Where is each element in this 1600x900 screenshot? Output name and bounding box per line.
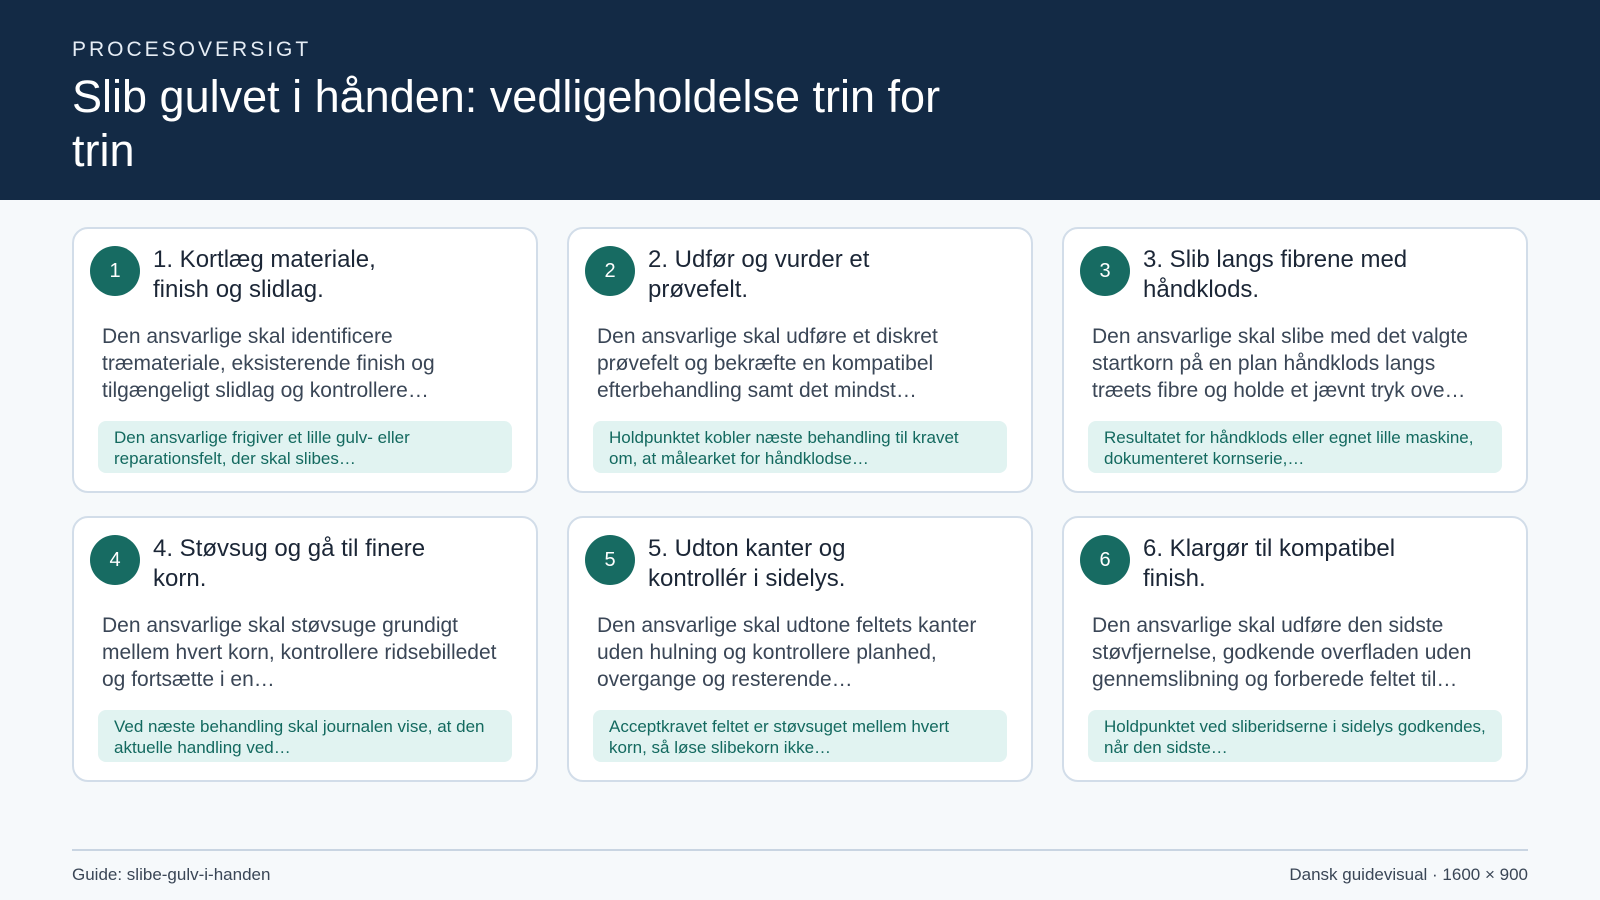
step-title: 2. Udfør og vurder et prøvefelt.: [648, 246, 870, 303]
step-card-4: [72, 516, 538, 782]
step-description: Den ansvarlige skal udføre den sidste støvfjernelse, godkende overfladen uden gennemslibning og forberede feltet til…: [1092, 614, 1472, 691]
step-title: 1. Kortlæg materiale, finish og slidlag.: [153, 246, 376, 303]
step-card-6: [1062, 516, 1528, 782]
footer-meta: Dansk guidevisual · 1600 × 900: [1289, 865, 1528, 884]
step-number-badge: 5: [585, 535, 635, 585]
step-card-5: [567, 516, 1033, 782]
step-description: Den ansvarlige skal udføre et diskret prøvefelt og bekræfte en kompatibel efterbehandling samt det mindst…: [597, 325, 938, 402]
step-title: 4. Støvsug og gå til finere korn.: [153, 535, 426, 592]
step-description: Den ansvarlige skal slibe med det valgte startkorn på en plan håndklods langs træets fibre og holde et jævnt tryk ove…: [1092, 325, 1468, 402]
step-description: Den ansvarlige skal identificere træmateriale, eksisterende finish og tilgængeligt slidlag og kontrollere…: [102, 325, 435, 402]
step-card-3: [1062, 227, 1528, 493]
step-title: 6. Klargør til kompatibel finish.: [1143, 535, 1396, 592]
step-header: [90, 245, 512, 305]
step-number-badge: 1: [90, 246, 140, 296]
eyebrow: PROCESOVERSIGT: [72, 38, 312, 61]
step-number-badge: 6: [1080, 535, 1130, 585]
step-note: Resultatet for håndklods eller egnet lille maskine, dokumenteret kornserie,…: [1088, 421, 1502, 473]
step-header: [585, 534, 1007, 594]
step-header: [90, 534, 512, 594]
step-card-2: [567, 227, 1033, 493]
step-description: Den ansvarlige skal støvsuge grundigt mellem hvert korn, kontrollere ridsebilledet og fortsætte i en…: [102, 614, 497, 691]
step-description: Den ansvarlige skal udtone feltets kanter uden hulning og kontrollere planhed, overgange og resterende…: [597, 614, 977, 691]
step-card-1: [72, 227, 538, 493]
step-title: 3. Slib langs fibrene med håndklods.: [1143, 246, 1408, 303]
step-note: Ved næste behandling skal journalen vise, at den aktuelle handling ved…: [98, 710, 512, 762]
step-grid: [72, 227, 1528, 782]
step-number-badge: 4: [90, 535, 140, 585]
footer-divider: [72, 849, 1528, 851]
page-title: Slib gulvet i hånden: vedligeholdelse trin for trin: [72, 71, 941, 176]
step-number-badge: 3: [1080, 246, 1130, 296]
header: [0, 0, 1600, 200]
step-header: [1080, 534, 1502, 594]
step-header: [1080, 245, 1502, 305]
step-number-badge: 2: [585, 246, 635, 296]
step-header: [585, 245, 1007, 305]
step-title: 5. Udton kanter og kontrollér i sidelys.: [648, 535, 846, 592]
step-note: Holdpunktet kobler næste behandling til kravet om, at målearket for håndklodse…: [593, 421, 1007, 473]
step-note: Holdpunktet ved sliberidserne i sidelys godkendes, når den sidste…: [1088, 710, 1502, 762]
footer-guide-label: Guide: slibe-gulv-i-handen: [72, 865, 271, 884]
step-note: Acceptkravet feltet er støvsuget mellem hvert korn, så løse slibekorn ikke…: [593, 710, 1007, 762]
step-note: Den ansvarlige frigiver et lille gulv- eller reparationsfelt, der skal slibes…: [98, 421, 512, 473]
